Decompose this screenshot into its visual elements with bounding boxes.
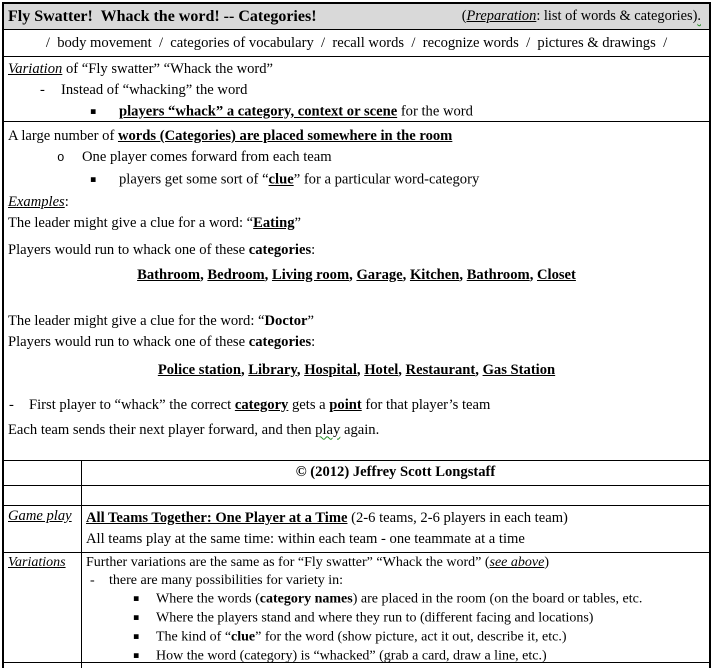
see-above-reference: see above <box>489 555 545 570</box>
text-segment: ) are placed in the room (on the board or tables, etc. <box>352 591 643 607</box>
text-segment: category names <box>259 591 353 607</box>
text-segment: clue <box>268 171 294 188</box>
separator: , <box>402 266 410 283</box>
text-segment: ) <box>544 555 549 570</box>
text-segment: for the word <box>397 103 473 120</box>
text-segment: of “Fly swatter” “Whack the word” <box>62 61 274 77</box>
category-item: Restaurant <box>405 361 476 378</box>
square-bullet-icon: ▪ <box>133 630 140 642</box>
partial-row <box>4 663 709 668</box>
text-segment: : list of words & categories) <box>536 8 698 24</box>
category-item: Hotel <box>364 361 399 378</box>
text-line <box>4 420 709 441</box>
text-segment: ” <box>307 312 314 329</box>
separator: , <box>240 361 249 378</box>
separator: , <box>475 361 483 378</box>
text-segment: point <box>329 396 362 413</box>
details-table <box>2 461 711 668</box>
text-segment: Instead of “whacking” the word <box>61 82 248 98</box>
bullet-line <box>4 147 709 169</box>
category-item: Bathroom <box>466 266 530 283</box>
category-item: Closet <box>536 266 576 283</box>
text-segment: players “whack” a category, context or scene <box>119 103 398 120</box>
text-segment: All Teams Together: One Player at a Time <box>86 510 348 526</box>
category-item: Kitchen <box>409 266 460 283</box>
text-segment: Players would run to whack one of these <box>8 333 249 350</box>
text-segment: The leader might give a clue for the word: “ <box>8 312 265 329</box>
variations-label-cell <box>4 553 82 662</box>
variations-label: Variations <box>8 555 66 570</box>
page-title: Fly Swatter! Whack the word! -- Categories! <box>8 7 317 25</box>
variations-row <box>4 553 709 663</box>
variations-content <box>82 553 709 662</box>
category-list <box>4 360 709 381</box>
empty-cell <box>4 461 82 485</box>
preparation-label: Preparation <box>466 8 537 24</box>
text-line <box>82 508 709 529</box>
circle-bullet-icon: o <box>57 151 65 165</box>
text-line <box>4 240 709 261</box>
text-segment: The leader might give a clue for a word: “ <box>8 214 254 231</box>
category-item: Police station <box>157 361 241 378</box>
text-line <box>4 126 709 147</box>
empty-cell <box>82 486 709 505</box>
text-segment: How the word (category) is “whacked” (grab a card, draw a line, etc.) <box>156 648 547 664</box>
text-segment: players get some sort of “ <box>119 171 269 188</box>
activity-table <box>2 2 711 461</box>
text-segment: Further variations are the same as for “Fly swatter” “Whack the word” ( <box>86 555 490 570</box>
skills-tags: / body movement / categories of vocabulary / recall words / recognize words / pictures & drawings / <box>45 35 668 51</box>
text-segment: First player to “whack” the correct <box>29 396 235 413</box>
copyright-text: © (2012) Jeffrey Scott Longstaff <box>295 464 496 480</box>
bullet-line <box>4 80 709 101</box>
bullet-line <box>82 609 709 628</box>
text-segment: categories <box>248 241 312 258</box>
text-segment: : <box>311 241 316 258</box>
dash-bullet-icon: - <box>40 82 45 98</box>
text-segment: ” for a particular word-category <box>293 171 480 188</box>
separator: , <box>349 266 357 283</box>
text-segment: (2-6 teams, 2-6 players in each team) <box>347 510 568 526</box>
separator: , <box>529 266 537 283</box>
spellcheck-marked-text: play <box>315 421 341 438</box>
text-segment: : <box>64 193 69 210</box>
separator: , <box>398 361 406 378</box>
text-segment: Where the words ( <box>156 591 260 607</box>
gameplay-label-cell <box>4 506 82 552</box>
text-segment: category <box>234 396 289 413</box>
word-document <box>2 2 711 668</box>
text-segment: words (Categories) are placed somewhere in the room <box>117 128 453 144</box>
examples-label: Examples <box>8 193 65 210</box>
category-item: Living room <box>271 266 350 283</box>
examples-heading <box>4 192 709 213</box>
title-row <box>4 4 709 30</box>
separator: , <box>356 361 365 378</box>
category-item: Gas Station <box>482 361 556 378</box>
example-word: Eating <box>253 214 295 231</box>
dash-bullet-icon: - <box>9 396 14 413</box>
text-segment: clue <box>231 629 256 645</box>
empty-cell <box>82 663 709 668</box>
empty-cell <box>4 663 82 668</box>
copyright-row <box>4 461 709 486</box>
category-item: Garage <box>356 266 403 283</box>
text-line <box>4 311 709 332</box>
text-segment: Where the players stand and where they run to (different facing and locations) <box>156 610 594 626</box>
separator: , <box>200 266 208 283</box>
text-segment: ( <box>461 8 467 24</box>
preparation-note <box>462 8 701 25</box>
bullet-line <box>82 590 709 609</box>
bullet-line <box>82 628 709 647</box>
separator: , <box>459 266 467 283</box>
text-line <box>4 332 709 353</box>
square-bullet-icon: ▪ <box>90 174 97 185</box>
gameplay-label: Game play <box>8 508 72 524</box>
spacer-row <box>4 486 709 506</box>
square-bullet-icon: ▪ <box>133 593 140 605</box>
text-segment: there are many possibilities for variety in: <box>109 573 344 589</box>
separator: , <box>296 361 305 378</box>
text-segment: again. <box>340 421 380 438</box>
text-segment: Each team sends their next player forward, and then <box>8 421 316 438</box>
text-line <box>82 529 709 550</box>
bullet-line <box>4 395 709 416</box>
spellcheck-marked-text: . <box>697 8 701 24</box>
gameplay-content <box>82 506 709 552</box>
variation-label: Variation <box>8 61 63 77</box>
skills-tags-row <box>4 30 709 57</box>
example-word: Doctor <box>264 312 308 329</box>
description-section <box>4 122 709 461</box>
empty-cell <box>4 486 82 505</box>
separator: , <box>264 266 272 283</box>
category-item: Bedroom <box>207 266 265 283</box>
text-line <box>4 213 709 234</box>
text-segment: : <box>311 333 316 350</box>
category-item: Hospital <box>304 361 357 378</box>
text-segment: gets a <box>288 396 330 413</box>
text-segment: The kind of “ <box>156 629 232 645</box>
bullet-line <box>82 572 709 590</box>
bullet-line <box>4 169 709 191</box>
text-segment: One player comes forward from each team <box>82 149 332 165</box>
text-line <box>4 59 709 80</box>
text-segment: A large number of <box>8 128 118 144</box>
category-list <box>4 265 709 286</box>
square-bullet-icon: ▪ <box>133 612 140 624</box>
text-segment: ” for the word (show picture, act it out, describe it, etc.) <box>255 629 567 645</box>
gameplay-row <box>4 506 709 553</box>
bullet-line <box>4 101 709 123</box>
dash-bullet-icon: - <box>90 573 95 589</box>
text-segment: ” <box>294 214 301 231</box>
text-segment: Players would run to whack one of these <box>8 241 249 258</box>
square-bullet-icon: ▪ <box>90 106 97 117</box>
text-segment: categories <box>248 333 312 350</box>
category-item: Library <box>248 361 297 378</box>
text-segment: All teams play at the same time: within each team - one teammate at a time <box>86 531 525 547</box>
category-item: Bathroom <box>137 266 201 283</box>
variation-section <box>4 57 709 122</box>
square-bullet-icon: ▪ <box>133 649 140 661</box>
text-segment: for that player’s team <box>361 396 491 413</box>
text-line <box>82 554 709 572</box>
